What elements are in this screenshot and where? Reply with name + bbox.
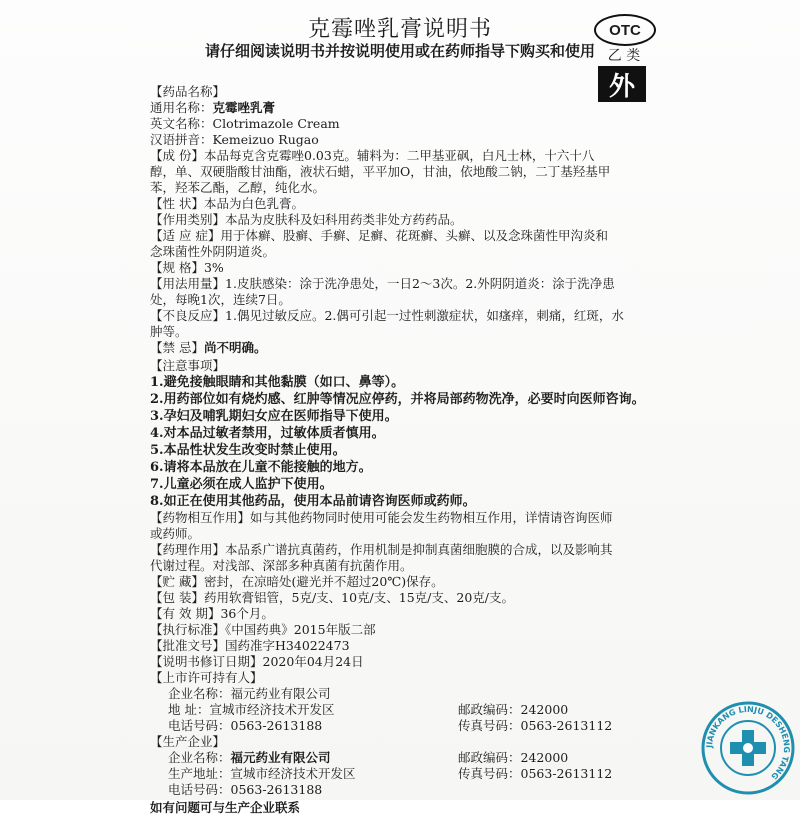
holder-phone-label: 电话号码： [168,718,231,733]
holder-phone [168,718,458,734]
holder-phone-row [150,718,662,734]
pinyin-row [150,132,662,148]
manufacturer-company-label: 企业名称： [168,750,231,765]
adverse-label: 【不良反应】 [150,308,226,323]
holder-postcode [458,702,568,718]
precaution-item: 3.孕妇及哺乳期妇女应在医师指导下使用。 [150,409,398,424]
composition-row [150,148,662,164]
manufacturer-company-row [150,750,662,766]
validity-value: 36个月。 [220,606,274,621]
pharmacology-line-1: 本品系广谱抗真菌药，作用机制是抑制真菌细胞膜的合成，以及影响其 [225,542,613,557]
document-title: 克霉唑乳膏说明书 [307,17,492,42]
composition-label: 【成 份】 [150,148,204,163]
precaution-item: 7.儿童必须在成人监护下使用。 [150,477,333,492]
composition-line-1: 本品每克含克霉唑0.03克。辅料为：二甲基亚砜，白凡士林，十六十八 [203,148,595,163]
manufacturer-fax-value: 0563-2613112 [520,766,613,781]
pharmacology-label: 【药理作用】 [150,542,226,557]
holder-address-row [150,702,662,718]
storage-label: 【贮 藏】 [150,574,204,589]
standard-label: 【执行标准】 [150,622,226,637]
category-value: 本品为皮肤科及妇科用药类非处方药药品。 [225,212,463,227]
validity-row [150,606,662,622]
indications-label: 【适 应 症】 [150,228,221,243]
pharmacology-row [150,542,662,558]
manufacturer-address-label: 生产地址： [168,766,231,781]
pharmacology-line-2: 代谢过程。对浅部、深部多种真菌有抗菌作用。 [150,558,413,573]
composition-line-3: 苯，羟苯乙酯，乙醇，纯化水。 [150,180,326,195]
precaution-item: 6.请将本品放在儿童不能接触的地方。 [150,460,372,475]
manufacturer-company [168,750,458,766]
indications-line-1: 用于体癣、股癣、手癣、足癣、花斑癣、头癣、以及念珠菌性甲沟炎和 [220,228,608,243]
manufacturer-phone-value: 0563-2613188 [230,782,323,797]
holder-address [168,702,458,718]
revision-row [150,654,662,670]
english-name-value: Clotrimazole Cream [212,116,340,131]
manufacturer-postcode [458,750,568,766]
holder-fax-label: 传真号码： [458,718,521,733]
interactions-label: 【药物相互作用】 [150,510,251,525]
holder-postcode-label: 邮政编码： [458,702,521,717]
contact-note: 如有问题可与生产企业联系 [150,800,301,815]
approval-value: 国药准字H34022473 [225,638,350,653]
generic-name-row [150,100,662,116]
holder-phone-value: 0563-2613188 [230,718,323,733]
revision-value: 2020年04月24日 [262,654,364,669]
precaution-item: 5.本品性状发生改变时禁止使用。 [150,443,346,458]
precaution-item: 8.如正在使用其他药品，使用本品前请咨询医师或药师。 [150,494,476,509]
manufacturer-phone [168,782,458,798]
drug-name-heading: 【药品名称】 [150,84,226,99]
interactions-line-1: 如与其他药物同时使用可能会发生药物相互作用，详情请咨询医师 [250,510,613,525]
usage-label: 【用法用量】 [150,276,226,291]
otc-class-label: 乙 类 [607,48,641,64]
composition-line-2: 醇，单、双硬脂酸甘油酯，液状石蜡，平平加O，甘油，依地酸二钠，二丁基羟基甲 [150,164,611,179]
manufacturer-address-row [150,766,662,782]
category-label: 【作用类别】 [150,212,226,227]
usage-line-1: 1.皮肤感染：涂于洗净患处，一日2～3次。2.外阴阴道炎：涂于洗净患 [225,276,615,291]
standard-row [150,622,662,638]
holder-company-row [150,686,662,702]
generic-name-value: 克霉唑乳膏 [212,100,276,115]
adverse-line-2: 肿等。 [150,324,188,339]
contraindications-row [150,340,662,356]
manufacturer-fax [458,766,612,782]
standard-value: 《中国药典》2015年版二部 [225,622,376,637]
precautions-list [150,374,662,510]
appearance-row [150,196,662,212]
adverse-line-1: 1.偶见过敏反应。2.偶可引起一过性刺激症状，如瘙痒，刺痛，红斑，水 [225,308,624,323]
approval-row [150,638,662,654]
manufacturer-phone-row [150,782,662,798]
precaution-item: 1.避免接触眼睛和其他黏膜（如口、鼻等）。 [150,375,405,390]
package-label: 【包 装】 [150,590,204,605]
document-subtitle: 请仔细阅读说明书并按说明使用或在药师指导下购买和使用 [204,42,595,60]
indications-line-2: 念珠菌性外阴阴道炎。 [150,244,276,259]
precautions-heading: 【注意事项】 [150,358,226,373]
adverse-row [150,308,662,324]
validity-label: 【有 效 期】 [150,606,221,621]
spec-value: 3% [203,260,224,275]
storage-value: 密封，在凉暗处(避光并不超过20℃)保存。 [203,574,444,589]
manufacturer-heading: 【生产企业】 [150,734,226,749]
indications-row [150,228,662,244]
appearance-value: 本品为白色乳膏。 [203,196,304,211]
holder-postcode-value: 242000 [520,702,569,717]
manufacturer-company-value: 福元药业有限公司 [230,750,331,765]
contraindications-label: 【禁 忌】 [150,340,204,355]
usage-line-2: 处，每晚1次，连续7日。 [150,292,291,307]
holder-company-value: 福元药业有限公司 [230,686,331,701]
store-seal-logo [700,700,796,796]
interactions-row [150,510,662,526]
usage-row [150,276,662,292]
holder-company [168,686,458,702]
manufacturer-postcode-value: 242000 [520,750,569,765]
holder-address-value: 宣城市经济技术开发区 [209,702,335,717]
approval-label: 【批准文号】 [150,638,226,653]
precaution-item: 2.用药部位如有烧灼感、红肿等情况应停药，并将局部药物洗净，必要时向医师咨询。 [150,392,645,407]
holder-fax [458,718,612,734]
english-name-label: 英文名称： [150,116,213,131]
holder-fax-value: 0563-2613112 [520,718,613,733]
spec-row [150,260,662,276]
otc-label: OTC [609,21,641,39]
generic-name-label: 通用名称： [150,100,213,115]
document-body [150,84,662,816]
precaution-item: 4.对本品过敏者禁用，过敏体质者慎用。 [150,426,385,441]
category-row [150,212,662,228]
holder-heading: 【上市许可持有人】 [150,670,263,685]
contraindications-value: 尚不明确。 [203,340,267,355]
pinyin-value: Kemeizuo Rugao [212,132,319,147]
holder-address-label: 地 址： [168,702,210,717]
storage-row [150,574,662,590]
package-row [150,590,662,606]
revision-label: 【说明书修订日期】 [150,654,263,669]
manufacturer-address-value: 宣城市经济技术开发区 [230,766,356,781]
holder-company-label: 企业名称： [168,686,231,701]
otc-mark [594,14,656,46]
english-name-row [150,116,662,132]
appearance-label: 【性 状】 [150,196,204,211]
spec-label: 【规 格】 [150,260,204,275]
external-use-mark: 外 [598,66,646,102]
pinyin-label: 汉语拼音： [150,132,213,147]
manufacturer-address [168,766,458,782]
seal-text: JIANKANG LINJU DESHENG TANG [704,704,792,782]
manufacturer-fax-label: 传真号码： [458,766,521,781]
interactions-line-2: 或药师。 [150,526,201,541]
manufacturer-postcode-label: 邮政编码： [458,750,521,765]
manufacturer-phone-label: 电话号码： [168,782,231,797]
package-value: 药用软膏铝管，5克/支、10克/支、15克/支、20克/支。 [203,590,515,605]
